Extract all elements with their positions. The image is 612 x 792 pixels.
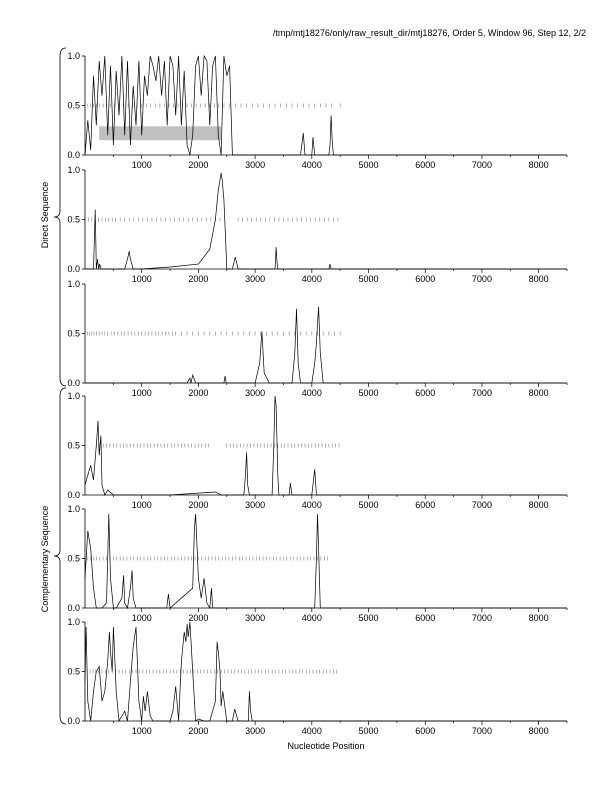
- y-tick-label: 1.0: [67, 279, 80, 289]
- x-tick-label: 3000: [245, 274, 266, 284]
- y-tick-label: 0.0: [67, 264, 80, 274]
- coding-potential-line: [85, 622, 567, 721]
- x-tick-label: 1000: [131, 274, 152, 284]
- x-tick-label: 4000: [301, 160, 322, 170]
- group-label-direct: Direct Sequence: [40, 181, 50, 249]
- y-tick-label: 0.0: [67, 150, 80, 160]
- group-label-complementary: Complementary Sequence: [40, 505, 50, 613]
- group-brace-direct: [54, 48, 66, 386]
- y-tick-label: 0.5: [67, 440, 80, 451]
- x-tick-label: 1000: [131, 500, 152, 510]
- x-tick-label: 3000: [245, 388, 266, 398]
- x-tick-label: 6000: [415, 613, 436, 623]
- x-tick-label: 5000: [358, 726, 379, 736]
- x-tick-label: 6000: [415, 274, 436, 284]
- x-tick-label: 3000: [245, 613, 266, 623]
- x-tick-label: 5000: [358, 388, 379, 398]
- y-tick-label: 0.5: [67, 553, 80, 564]
- highlight-region: [99, 126, 221, 140]
- x-tick-label: 6000: [415, 160, 436, 170]
- x-tick-label: 3000: [245, 160, 266, 170]
- header-title: /tmp/mtj18276/only/raw_result_dir/mtj18276, Order 5, Window 96, Step 12, 2/2: [272, 28, 586, 38]
- x-tick-label: 2000: [188, 160, 209, 170]
- coding-potential-line: [85, 307, 567, 383]
- x-tick-label: 4000: [301, 388, 322, 398]
- x-tick-label: 6000: [415, 388, 436, 398]
- x-tick-label: 1000: [131, 726, 152, 736]
- x-tick-label: 2000: [188, 726, 209, 736]
- x-tick-label: 8000: [528, 726, 549, 736]
- x-tick-label: 7000: [471, 726, 492, 736]
- x-tick-label: 1000: [131, 388, 152, 398]
- x-tick-label: 3000: [245, 726, 266, 736]
- x-tick-label: 2000: [188, 274, 209, 284]
- x-tick-label: 2000: [188, 388, 209, 398]
- y-tick-label: 0.0: [67, 603, 80, 613]
- x-tick-label: 7000: [471, 613, 492, 623]
- x-tick-label: 2000: [188, 500, 209, 510]
- y-tick-label: 1.0: [67, 391, 80, 401]
- x-tick-label: 7000: [471, 160, 492, 170]
- x-tick-label: 4000: [301, 726, 322, 736]
- y-tick-label: 0.5: [67, 328, 80, 339]
- x-tick-label: 6000: [415, 726, 436, 736]
- x-axis-title: Nucleotide Position: [287, 741, 365, 751]
- y-tick-label: 0.0: [67, 378, 80, 388]
- x-tick-label: 5000: [358, 613, 379, 623]
- x-tick-label: 4000: [301, 500, 322, 510]
- y-tick-label: 0.5: [67, 100, 80, 111]
- y-tick-label: 0.5: [67, 214, 80, 225]
- x-tick-label: 4000: [301, 613, 322, 623]
- x-tick-label: 7000: [471, 388, 492, 398]
- y-tick-label: 1.0: [67, 51, 80, 61]
- y-tick-label: 1.0: [67, 504, 80, 514]
- x-tick-label: 8000: [528, 274, 549, 284]
- x-tick-label: 5000: [358, 274, 379, 284]
- x-tick-label: 7000: [471, 274, 492, 284]
- coding-potential-line: [85, 173, 567, 269]
- x-tick-label: 8000: [528, 160, 549, 170]
- x-tick-label: 5000: [358, 160, 379, 170]
- x-tick-label: 1000: [131, 613, 152, 623]
- x-tick-label: 8000: [528, 613, 549, 623]
- x-tick-label: 1000: [131, 160, 152, 170]
- y-tick-label: 1.0: [67, 165, 80, 175]
- x-tick-label: 3000: [245, 500, 266, 510]
- x-tick-label: 7000: [471, 500, 492, 510]
- x-tick-label: 6000: [415, 500, 436, 510]
- y-tick-label: 0.0: [67, 716, 80, 726]
- y-tick-label: 0.0: [67, 490, 80, 500]
- coding-potential-line: [85, 514, 567, 608]
- y-tick-label: 0.5: [67, 666, 80, 677]
- x-tick-label: 8000: [528, 500, 549, 510]
- group-brace-complementary: [54, 388, 66, 724]
- x-tick-label: 4000: [301, 274, 322, 284]
- x-tick-label: 2000: [188, 613, 209, 623]
- x-tick-label: 8000: [528, 388, 549, 398]
- y-tick-label: 1.0: [67, 617, 80, 627]
- x-tick-label: 5000: [358, 500, 379, 510]
